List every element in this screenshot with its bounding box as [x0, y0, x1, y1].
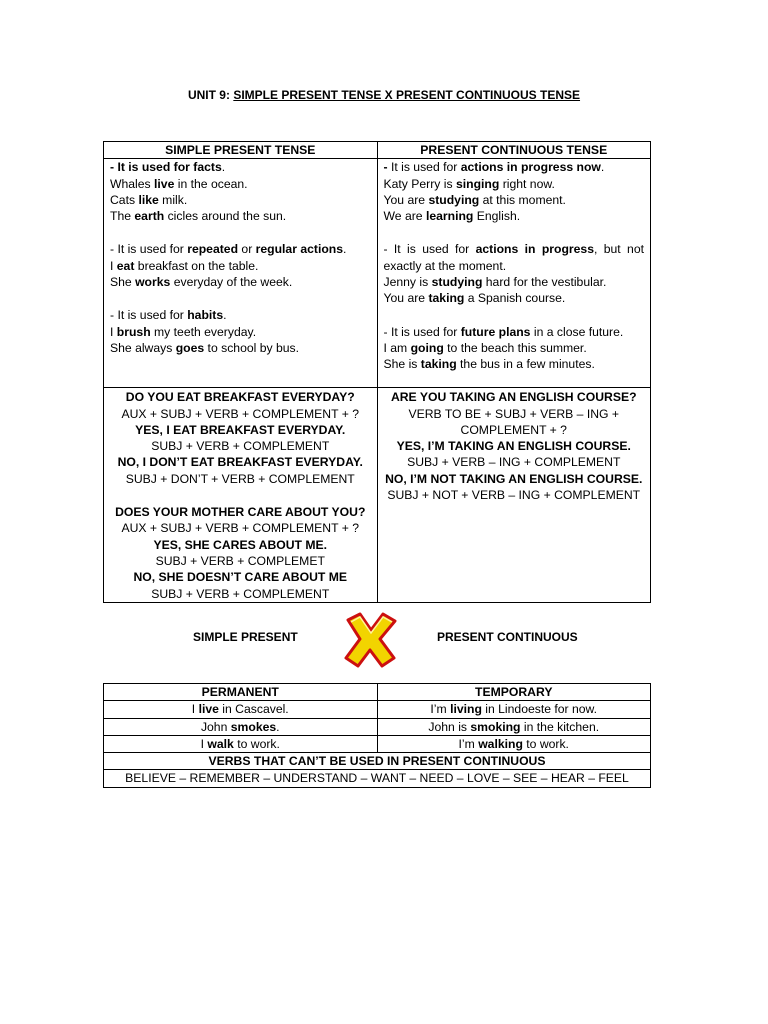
example-line: Jenny is studying hard for the vestibular. [383, 275, 607, 290]
question-line: ARE YOU TAKING AN ENGLISH COURSE? [390, 390, 637, 405]
present-continuous-questions [377, 388, 651, 603]
tenses-comparison-table [103, 141, 651, 603]
formula-line: AUX + SUBJ + VERB + COMPLEMENT + ? [121, 521, 359, 536]
example-line: I brush my teeth everyday. [110, 324, 257, 339]
formula-line: COMPLEMENT + ? [460, 422, 567, 437]
answer-line: YES, I EAT BREAKFAST EVERYDAY. [135, 422, 346, 437]
rule-not-exactly-now: - It is used for actions in progress, but not exactly at the moment. [383, 242, 644, 273]
present-continuous-uses [377, 159, 651, 388]
example-line: Whales live in the ocean. [110, 176, 248, 191]
answer-line: NO, I DON’T EAT BREAKFAST EVERYDAY. [117, 455, 363, 470]
example-line: She is taking the bus in a few minutes. [383, 357, 595, 372]
formula-line: SUBJ + VERB + COMPLEMENT [151, 439, 330, 454]
permanent-example: I live in Cascavel. [104, 701, 378, 718]
permanent-example: I walk to work. [104, 735, 378, 752]
example-line: She always goes to school by bus. [110, 340, 300, 355]
simple-present-uses [104, 159, 378, 388]
example-line: I eat breakfast on the table. [110, 258, 259, 273]
example-line: You are studying at this moment. [383, 192, 566, 207]
example-line: She works everyday of the week. [110, 275, 293, 290]
rule-future-plans: - It is used for future plans in a close future. [383, 324, 624, 339]
cross-x-icon [340, 610, 400, 670]
example-line: Cats like milk. [110, 192, 188, 207]
formula-line: SUBJ + DON’T + VERB + COMPLEMENT [125, 471, 355, 486]
answer-line: YES, SHE CARES ABOUT ME. [153, 537, 328, 552]
rule-repeated: - It is used for repeated or regular actions. [110, 242, 347, 257]
formula-line: SUBJ + NOT + VERB – ING + COMPLEMENT [387, 488, 641, 503]
formula-line: AUX + SUBJ + VERB + COMPLEMENT + ? [121, 406, 359, 421]
page-title [0, 88, 768, 102]
example-line: I am going to the beach this summer. [383, 340, 587, 355]
title-main: SIMPLE PRESENT TENSE X PRESENT CONTINUOUS TENSE [233, 88, 581, 102]
example-line: You are taking a Spanish course. [383, 291, 566, 306]
versus-right-label: PRESENT CONTINUOUS [437, 630, 578, 644]
temporary-example: John is smoking in the kitchen. [377, 718, 651, 735]
rule-habits: - It is used for habits. [110, 308, 227, 323]
versus-left-label: SIMPLE PRESENT [193, 630, 298, 644]
temporary-example: I’m living in Lindoeste for now. [377, 701, 651, 718]
title-prefix: UNIT 9: [187, 88, 230, 102]
header-simple-present: SIMPLE PRESENT TENSE [104, 142, 378, 159]
table-row [104, 735, 651, 752]
stative-verbs-header: VERBS THAT CAN’T BE USED IN PRESENT CONTINUOUS [104, 753, 651, 770]
header-temporary: TEMPORARY [377, 684, 651, 701]
temporary-example: I’m walking to work. [377, 735, 651, 752]
formula-line: VERB TO BE + SUBJ + VERB – ING + [408, 406, 620, 421]
question-line: DOES YOUR MOTHER CARE ABOUT YOU? [115, 505, 366, 520]
answer-line: NO, I’M NOT TAKING AN ENGLISH COURSE. [385, 471, 643, 486]
permanent-example: John smokes. [104, 718, 378, 735]
permanent-temporary-table [103, 683, 651, 788]
versus-row [0, 610, 768, 670]
header-permanent: PERMANENT [104, 684, 378, 701]
question-line: DO YOU EAT BREAKFAST EVERYDAY? [125, 390, 355, 405]
answer-line: YES, I’M TAKING AN ENGLISH COURSE. [396, 439, 631, 454]
header-present-continuous: PRESENT CONTINUOUS TENSE [377, 142, 651, 159]
simple-present-questions [104, 388, 378, 603]
formula-line: SUBJ + VERB + COMPLEMENT [151, 586, 330, 601]
rule-facts: - It is used for facts. [110, 160, 226, 175]
answer-line: NO, SHE DOESN’T CARE ABOUT ME [133, 570, 348, 585]
formula-line: SUBJ + VERB + COMPLEMET [155, 553, 325, 568]
example-line: We are learning English. [383, 209, 521, 224]
table-row [104, 718, 651, 735]
table-row [104, 701, 651, 718]
rule-in-progress: - It is used for actions in progress now. [383, 160, 605, 175]
example-line: Katy Perry is singing right now. [383, 176, 555, 191]
formula-line: SUBJ + VERB – ING + COMPLEMENT [407, 455, 621, 470]
example-line: The earth cicles around the sun. [110, 209, 287, 224]
stative-verbs-list: BELIEVE – REMEMBER – UNDERSTAND – WANT – NEED – LOVE – SEE – HEAR – FEEL [104, 770, 651, 787]
